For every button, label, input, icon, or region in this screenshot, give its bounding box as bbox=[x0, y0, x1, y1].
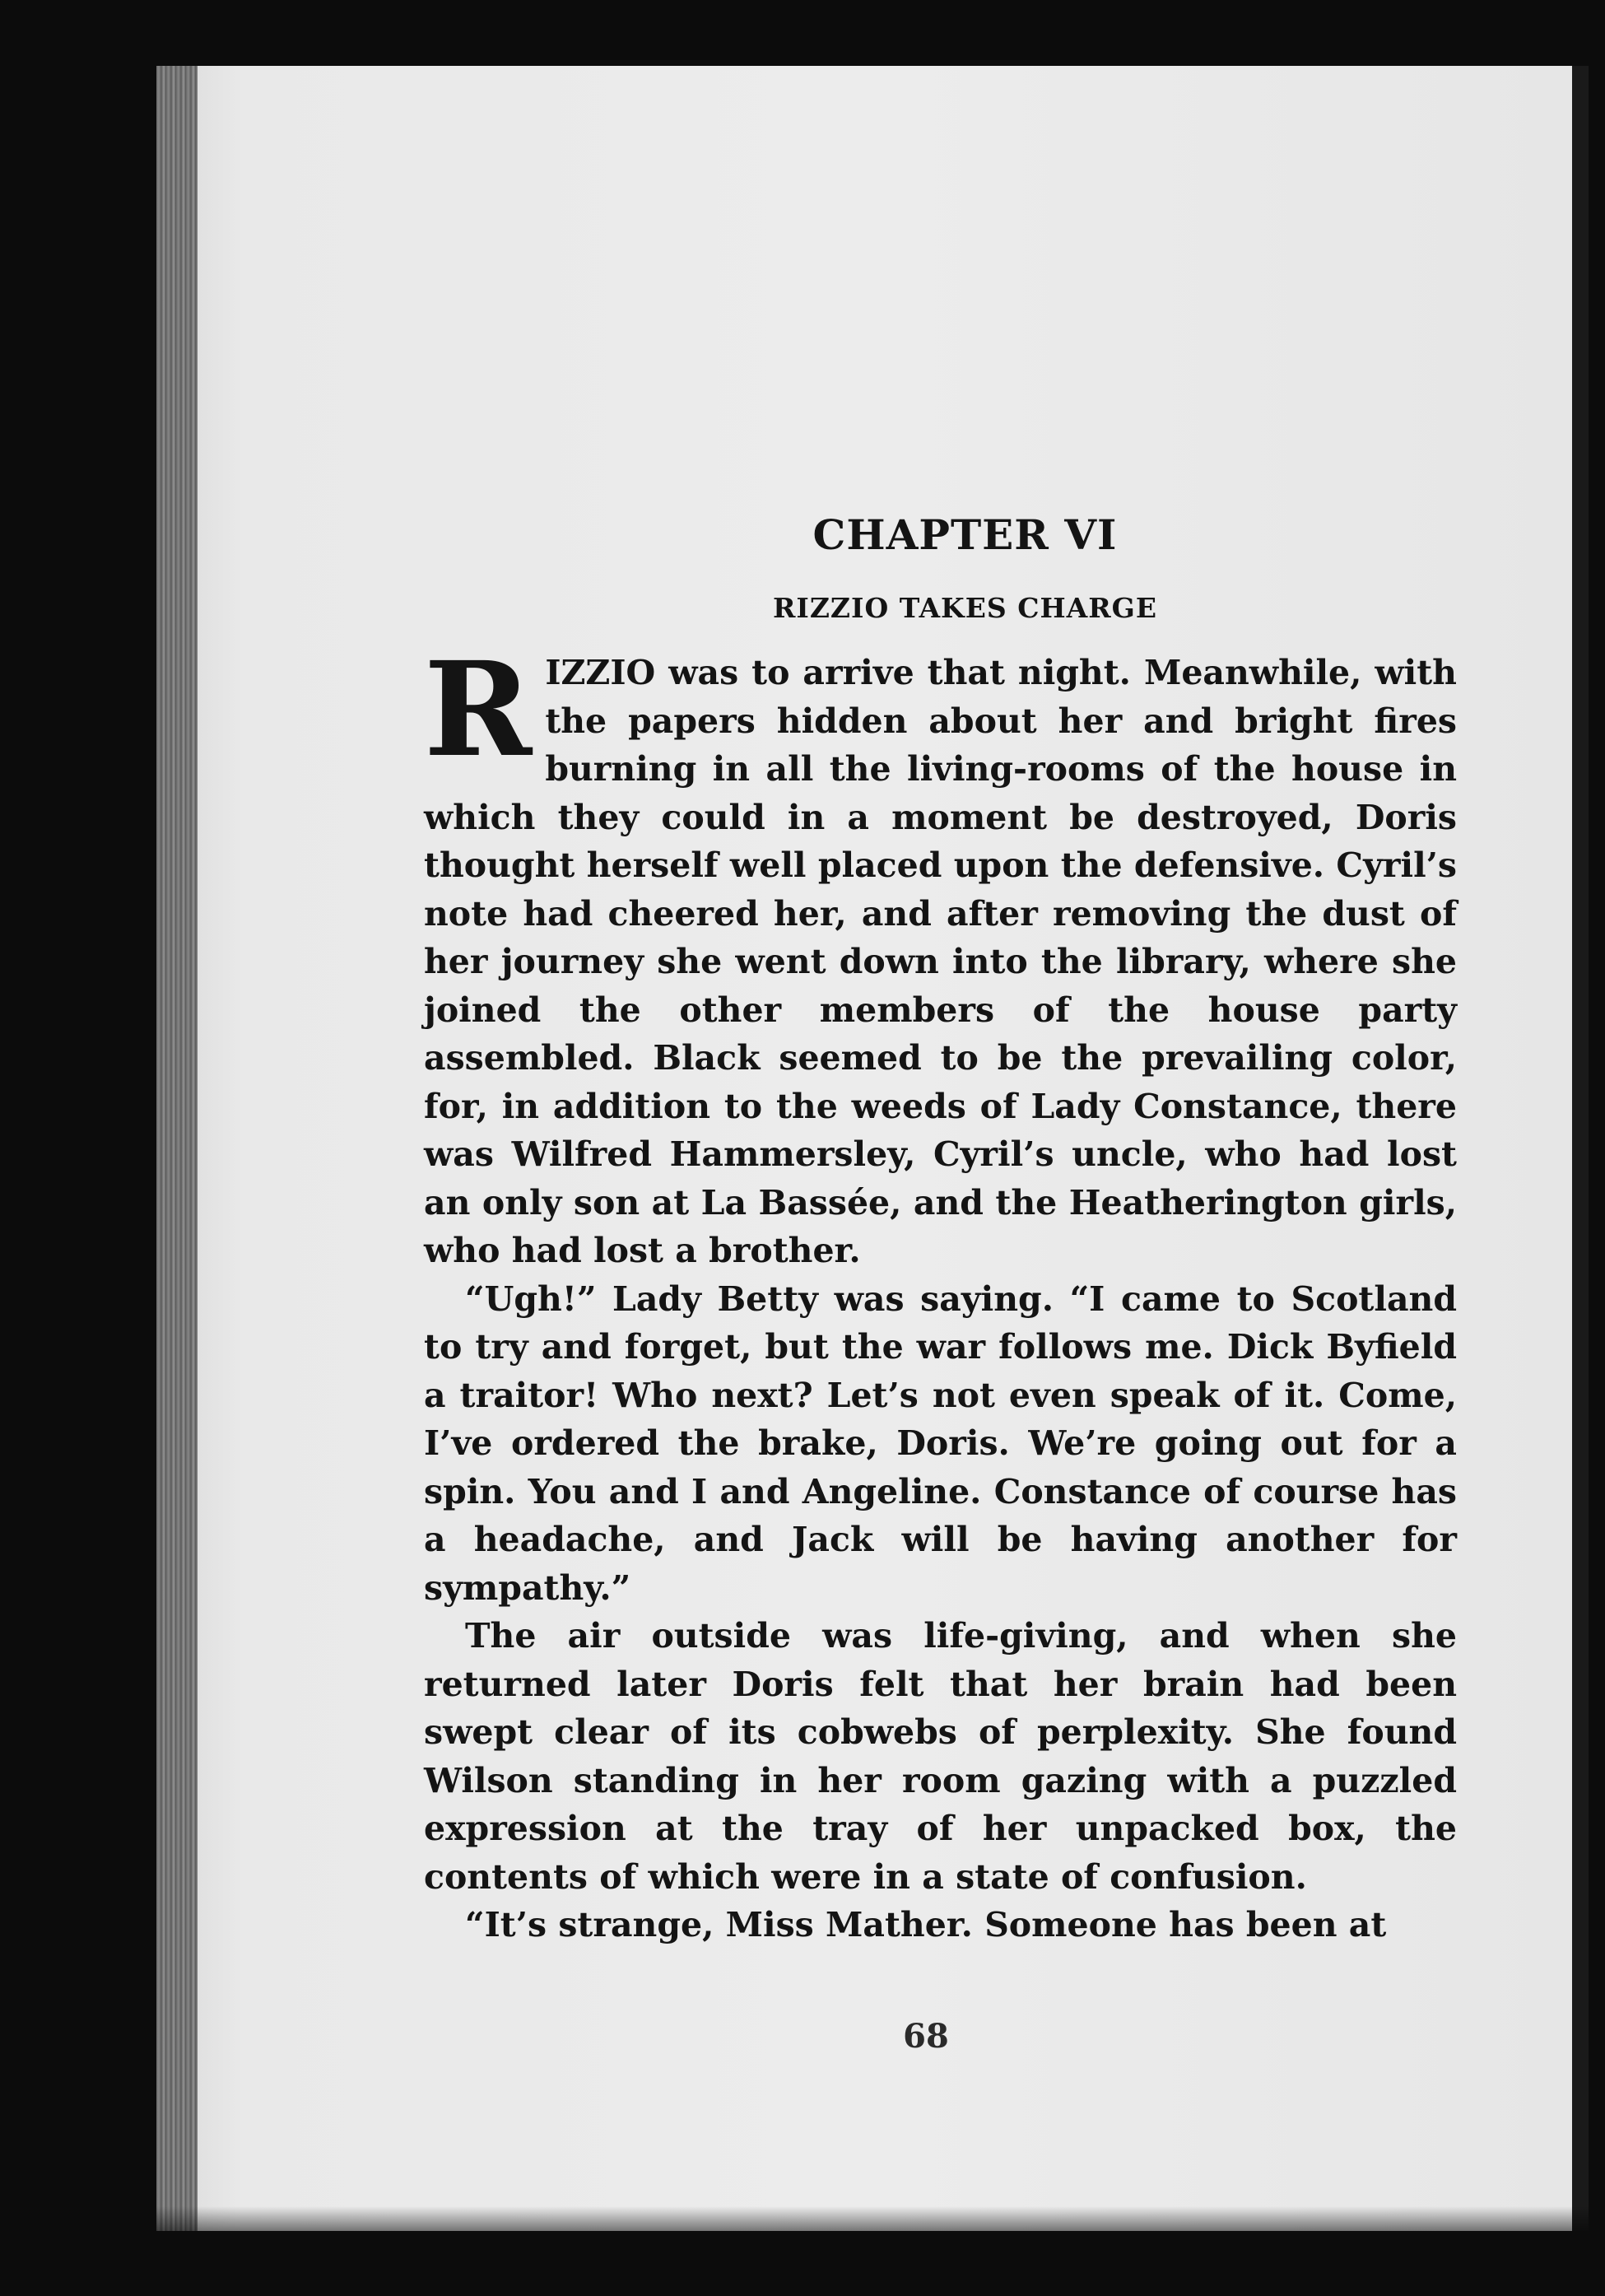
paragraph-4: “It’s strange, Miss Mather. Someone has been at bbox=[465, 1905, 1387, 1944]
page-edge bbox=[1572, 66, 1589, 2231]
paragraph-2: “Ugh!” Lady Betty was saying. “I came to Scotland to try and forget, but the war follows me. Dick Byfield a traitor! Who next? Let’s not even speak of it. Come, I’ve ordered the brake, Doris. We’re going out for a spin. You and I and Angeline. Constance of course has a headache, and Jack will be having another for sympathy.” bbox=[424, 1278, 1457, 1608]
paragraph-3: The air outside was life-giving, and when she returned later Doris felt that her brain had been swept clear of its cobwebs of perplexity. She found Wilson standing in her room gazing with a puzzled expression at the tray of her unpacked box, the contents of which were in a state of confusion. bbox=[424, 1616, 1457, 1897]
paragraph-1 bbox=[424, 634, 1457, 1275]
drop-cap: R bbox=[424, 634, 533, 786]
paragraph-text: IZZIO was to arrive that night. Meanwhile, with the papers hidden about her and bright fires burning in all the living-rooms of the house in which they could in a moment be destroyed, Doris thought herself well placed upon the defensive. Cyril’s note had cheered her, and after removing the dust of her journey she went down into the library, where she joined the other members of the house party assembled. Black seemed to be the prevailing color, for, in addition to the weeds of Lady Constance, there was Wilfred Hammersley, Cyril’s uncle, who had lost an only son at La Bassée, and the Heatherington girls, who had lost a brother. bbox=[424, 653, 1457, 1270]
text-block bbox=[424, 510, 1457, 1949]
chapter-title: CHAPTER VI bbox=[812, 510, 1118, 559]
page-number: 68 bbox=[903, 2017, 949, 2056]
page-shadow bbox=[156, 2206, 1589, 2231]
chapter-subtitle: RIZZIO TAKES CHARGE bbox=[772, 592, 1158, 624]
book-gutter bbox=[156, 66, 198, 2231]
